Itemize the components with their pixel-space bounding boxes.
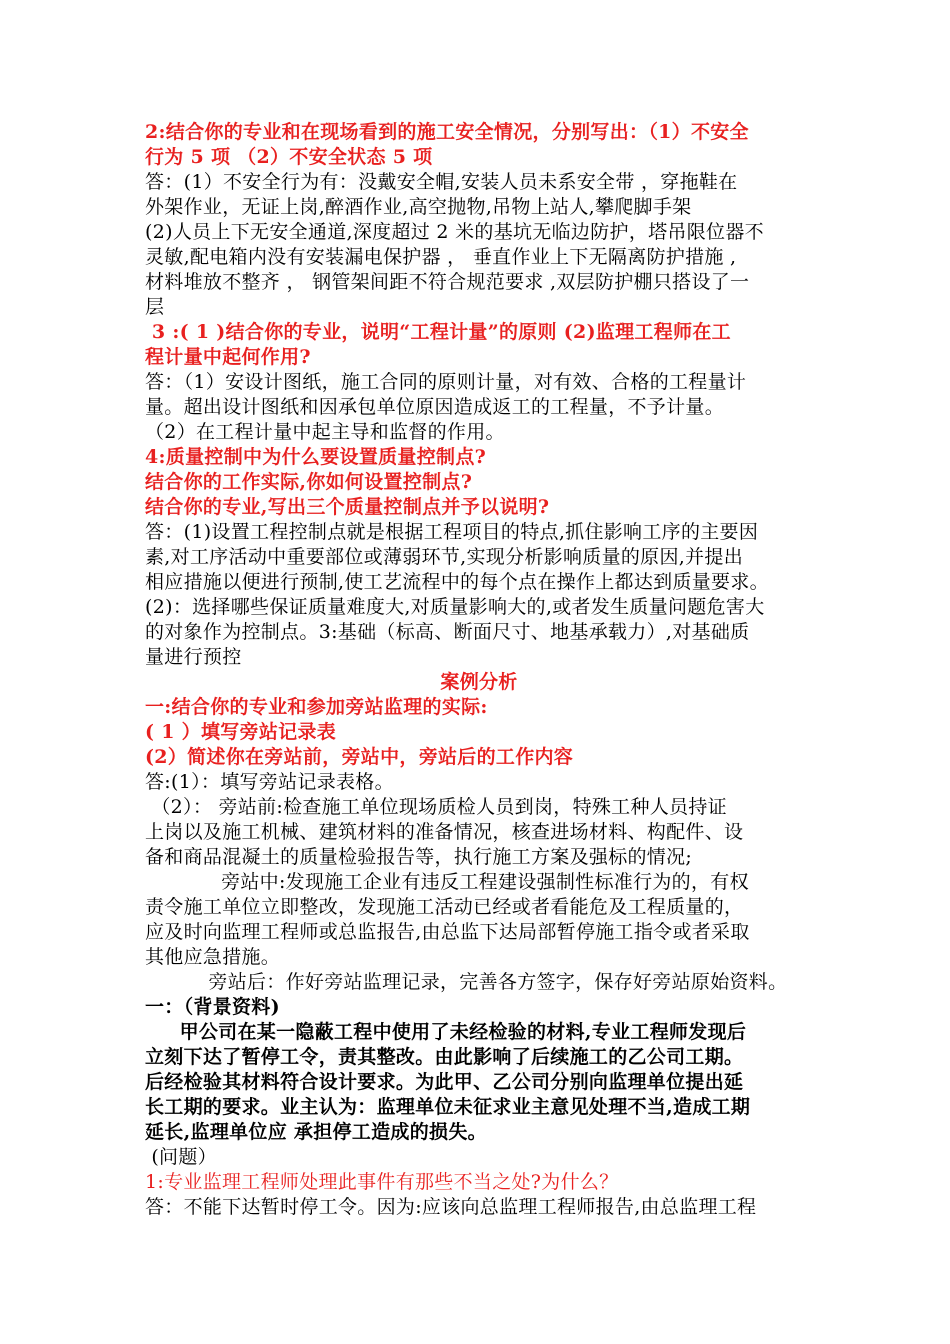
answer-line: 素,对工序活动中重要部位或薄弱环节,实现分析影响质量的原因,并提出 (145, 546, 744, 568)
question-title-line: 3 :( 1 )结合你的专业，说明“工程计量”的原则 (2)监理工程师在工 (145, 321, 731, 343)
question-title-line: 程计量中起何作用? (145, 346, 311, 368)
answer-line: 答：（1）安设计图纸，施工合同的原则计量，对有效、合格的工程量计 (145, 371, 747, 393)
question-title-line: 行为 5 项 （2）不安全状态 5 项 (145, 146, 433, 168)
answer-line: 答：(1)设置工程控制点就是根据工程项目的特点,抓住影响工序的主要因 (145, 521, 759, 543)
background-label: 一：（背景资料) (145, 996, 280, 1018)
question-title-line: 2:结合你的专业和在现场看到的施工安全情况，分别写出：（1）不安全 (145, 121, 749, 143)
answer-line: 答：不能下达暂时停工令。因为:应该向总监理工程师报告,由总监理工程 (145, 1196, 757, 1218)
background-section (145, 995, 813, 1220)
question-title-line: 结合你的工作实际,你如何设置控制点? (145, 471, 473, 493)
question-title-line: (2）简述你在旁站前，旁站中，旁站后的工作内容 (145, 746, 574, 768)
answer-line: 层 (145, 296, 165, 318)
answer-line: 旁站后：作好旁站监理记录，完善各方签字，保存好旁站原始资料。 (145, 971, 788, 993)
background-text-line: 甲公司在某一隐蔽工程中使用了未经检验的材料,专业工程师发现后 (145, 1021, 747, 1043)
answer-line: 应及时向监理工程师或总监报告,由总监下达局部暂停施工指令或者采取 (145, 921, 750, 943)
answer-line: 相应措施以便进行预制,使工艺流程中的每个点在操作上都达到质量要求。 (145, 571, 769, 593)
answer-line: 量。超出设计图纸和因承包单位原因造成返工的工程量，不予计量。 (145, 396, 725, 418)
problem-label: (问题） (145, 1146, 217, 1168)
document-page (145, 120, 813, 1220)
answer-line: 旁站中:发现施工企业有违反工程建设强制性标准行为的，有权 (145, 871, 749, 893)
answer-line: 灵敏,配电箱内没有安装漏电保护器 ， 垂直作业上下无隔离防护措施 , (145, 246, 737, 268)
answer-line: 备和商品混凝土的质量检验报告等，执行施工方案及强标的情况; (145, 846, 693, 868)
answer-line: 材料堆放不整齐 ， 钢管架间距不符合规范要求 ,双层防护棚只搭设了一 (145, 271, 750, 293)
answer-line: （2）： 旁站前:检查施工单位现场质检人员到岗，特殊工种人员持证 (145, 796, 727, 818)
answer-line: 量进行预控 (145, 646, 242, 668)
section-heading: 案例分析 (440, 671, 518, 693)
question-title-line: 4:质量控制中为什么要设置质量控制点? (145, 446, 487, 468)
background-text-line: 延长,监理单位应 承担停工造成的损失。 (145, 1121, 487, 1143)
answer-line: 答：(1）不安全行为有：没戴安全帽,安装人员未系安全带 ，穿拖鞋在 (145, 171, 738, 193)
question-2 (145, 120, 813, 320)
answer-line: 外架作业，无证上岗,醉酒作业,高空抛物,吊物上站人,攀爬脚手架 (145, 196, 692, 218)
answer-line: 答:(1）：填写旁站记录表格。 (145, 771, 394, 793)
question-title-line: 结合你的专业,写出三个质量控制点并予以说明? (145, 496, 550, 518)
background-text-line: 长工期的要求。业主认为：监理单位未征求业主意见处理不当,造成工期 (145, 1096, 751, 1118)
case-analysis-section (145, 670, 813, 995)
answer-line: (2)人员上下无安全通道,深度超过 2 米的基坑无临边防护，塔吊限位器不 (145, 221, 764, 243)
answer-line: 的对象作为控制点。3:基础（标高、断面尺寸、地基承载力）,对基础质 (145, 621, 750, 643)
question-3 (145, 320, 813, 445)
answer-line: （2）在工程计量中起主导和监督的作用。 (145, 421, 505, 443)
answer-line: 责令施工单位立即整改，发现施工活动已经或者看能危及工程质量的， (145, 896, 744, 918)
answer-line: 其他应急措施。 (145, 946, 281, 968)
problem-question: 1:专业监理工程师处理此事件有那些不当之处?为什么？ (145, 1171, 619, 1193)
question-4 (145, 445, 813, 670)
answer-line: 上岗以及施工机械、建筑材料的准备情况，核查进场材料、构配件、设 (145, 821, 744, 843)
background-text-line: 立刻下达了暂停工令，责其整改。由此影响了后续施工的乙公司工期。 (145, 1046, 744, 1068)
question-title-line: 一:结合你的专业和参加旁站监理的实际: (145, 696, 488, 718)
background-text-line: 后经检验其材料符合设计要求。为此甲、乙公司分别向监理单位提出延 (145, 1071, 744, 1093)
answer-line: (2)：选择哪些保证质量难度大,对质量影响大的,或者发生质量问题危害大 (145, 596, 765, 618)
question-title-line: ( 1 ）填写旁站记录表 (145, 721, 337, 743)
